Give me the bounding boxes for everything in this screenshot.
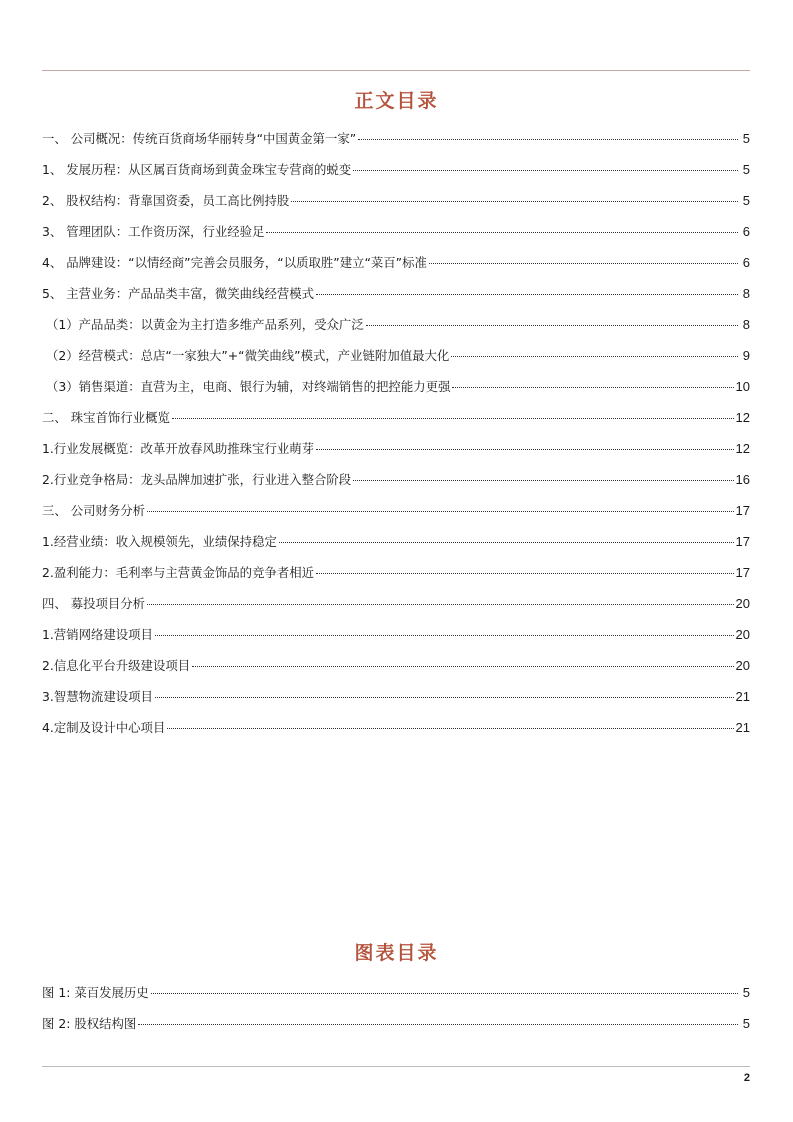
toc-entry[interactable] (42, 655, 750, 686)
toc-entry-page: 9 (742, 348, 750, 363)
toc-entry[interactable] (42, 190, 750, 221)
toc-title: 正文目录 (354, 90, 439, 112)
toc-entry-page: 17 (735, 503, 750, 518)
toc-leader-dots (266, 222, 738, 233)
toc-entry-label: 5、 主营业务：产品品类丰富，微笑曲线经营模式 (42, 286, 315, 301)
toc-entry-label: 2、 股权结构：背靠国资委，员工高比例持股 (42, 193, 290, 208)
toc-entry-label: 3、 管理团队：工作资历深，行业经验足 (42, 224, 265, 239)
toc-entry-page: 10 (735, 379, 750, 394)
toc-entry-label: 4.定制及设计中心项目 (42, 720, 166, 735)
toc-entry-page: 17 (735, 565, 750, 580)
toc-leader-dots (353, 160, 738, 171)
footer-rule (42, 1066, 750, 1067)
toc-entry-label: 2.信息化平台升级建设项目 (42, 658, 191, 673)
toc-leader-dots (172, 408, 734, 419)
header-rule (42, 70, 750, 71)
toc-entry-label: 2.盈利能力：毛利率与主营黄金饰品的竞争者相近 (42, 565, 315, 580)
toc-entry-label: 三、 公司财务分析 (42, 503, 146, 518)
toc-leader-dots (316, 439, 734, 450)
toc-entry-page: 20 (735, 596, 750, 611)
toc-entry-page: 16 (735, 472, 750, 487)
toc-leader-dots (147, 501, 733, 512)
toc-entry[interactable] (42, 438, 750, 469)
figure-entry-label: 图 1: 菜百发展历史 (42, 985, 149, 1000)
toc-entry-page: 21 (735, 720, 750, 735)
toc-entry-label: （1）产品品类：以黄金为主打造多维产品系列，受众广泛 (46, 317, 364, 332)
toc-entry-label: 二、 珠宝首饰行业概览 (42, 410, 170, 425)
toc-entry-label: 1.行业发展概览：改革开放春风助推珠宝行业萌芽 (42, 441, 315, 456)
toc-leader-dots (366, 315, 738, 326)
toc-entry-label: 1.营销网络建设项目 (42, 627, 153, 642)
toc-entry[interactable] (42, 128, 750, 159)
toc-entry[interactable] (42, 283, 750, 314)
toc-leader-dots (167, 718, 733, 729)
page-number: 2 (743, 1072, 750, 1084)
toc-entry[interactable] (42, 314, 750, 345)
toc-entry-label: 4、 品牌建设：“以情经商”完善会员服务，“以质取胜”建立“菜百”标准 (42, 255, 427, 270)
toc-entry-label: （3）销售渠道：直营为主，电商、银行为辅，对终端销售的把控能力更强 (46, 379, 451, 394)
toc-entry-page: 20 (735, 658, 750, 673)
toc-entry[interactable] (42, 500, 750, 531)
toc-entry-label: 1、 发展历程：从区属百货商场到黄金珠宝专营商的蜕变 (42, 162, 352, 177)
toc-entry[interactable] (42, 345, 750, 376)
figure-leader-dots (151, 983, 738, 994)
toc-leader-dots (429, 253, 738, 264)
toc-entry[interactable] (42, 686, 750, 717)
toc-entry[interactable] (42, 376, 750, 407)
toc-leader-dots (316, 284, 738, 295)
toc-leader-dots (192, 656, 733, 667)
figure-entry-label: 图 2: 股权结构图 (42, 1016, 137, 1031)
toc-entry[interactable] (42, 159, 750, 190)
toc-entry-page: 21 (735, 689, 750, 704)
toc-leader-dots (353, 470, 733, 481)
toc-entry-page: 5 (742, 162, 750, 177)
toc-entry-page: 8 (742, 317, 750, 332)
toc-leader-dots (451, 346, 738, 357)
toc-entry-page: 6 (742, 224, 750, 239)
toc-entry-page: 12 (735, 441, 750, 456)
toc-leader-dots (155, 687, 734, 698)
toc-leader-dots (452, 377, 733, 388)
figures-title: 图表目录 (354, 942, 439, 964)
toc-entry-page: 5 (742, 193, 750, 208)
toc-entry[interactable] (42, 624, 750, 655)
toc-entry-label: （2）经营模式：总店“一家独大”+“微笑曲线”模式，产业链附加值最大化 (46, 348, 450, 363)
toc-entry-label: 1.经营业绩：收入规模领先，业绩保持稳定 (42, 534, 277, 549)
toc-entry[interactable] (42, 593, 750, 624)
toc-entry-page: 6 (742, 255, 750, 270)
toc-entry-label: 一、 公司概况：传统百货商场华丽转身“中国黄金第一家” (42, 131, 357, 146)
toc-entry-label: 四、 募投项目分析 (42, 596, 146, 611)
toc-entry-page: 20 (735, 627, 750, 642)
toc-entry[interactable] (42, 221, 750, 252)
toc-entry-page: 17 (735, 534, 750, 549)
toc-list (42, 128, 750, 748)
figure-leader-dots (138, 1014, 738, 1025)
figure-entry-page: 5 (742, 985, 750, 1000)
toc-leader-dots (316, 563, 734, 574)
toc-entry-label: 2.行业竞争格局：龙头品牌加速扩张，行业进入整合阶段 (42, 472, 352, 487)
toc-entry[interactable] (42, 717, 750, 748)
toc-leader-dots (279, 532, 734, 543)
figure-entry-page: 5 (742, 1016, 750, 1031)
toc-entry[interactable] (42, 252, 750, 283)
toc-leader-dots (155, 625, 734, 636)
toc-entry-page: 8 (742, 286, 750, 301)
figure-entry[interactable] (42, 982, 750, 1013)
toc-entry-page: 5 (742, 131, 750, 146)
toc-leader-dots (147, 594, 733, 605)
toc-entry[interactable] (42, 531, 750, 562)
toc-entry-label: 3.智慧物流建设项目 (42, 689, 153, 704)
figures-list (42, 982, 750, 1044)
toc-leader-dots (291, 191, 738, 202)
toc-entry[interactable] (42, 562, 750, 593)
toc-leader-dots (358, 129, 738, 140)
figure-entry[interactable] (42, 1013, 750, 1044)
toc-entry-page: 12 (735, 410, 750, 425)
toc-entry[interactable] (42, 407, 750, 438)
toc-entry[interactable] (42, 469, 750, 500)
